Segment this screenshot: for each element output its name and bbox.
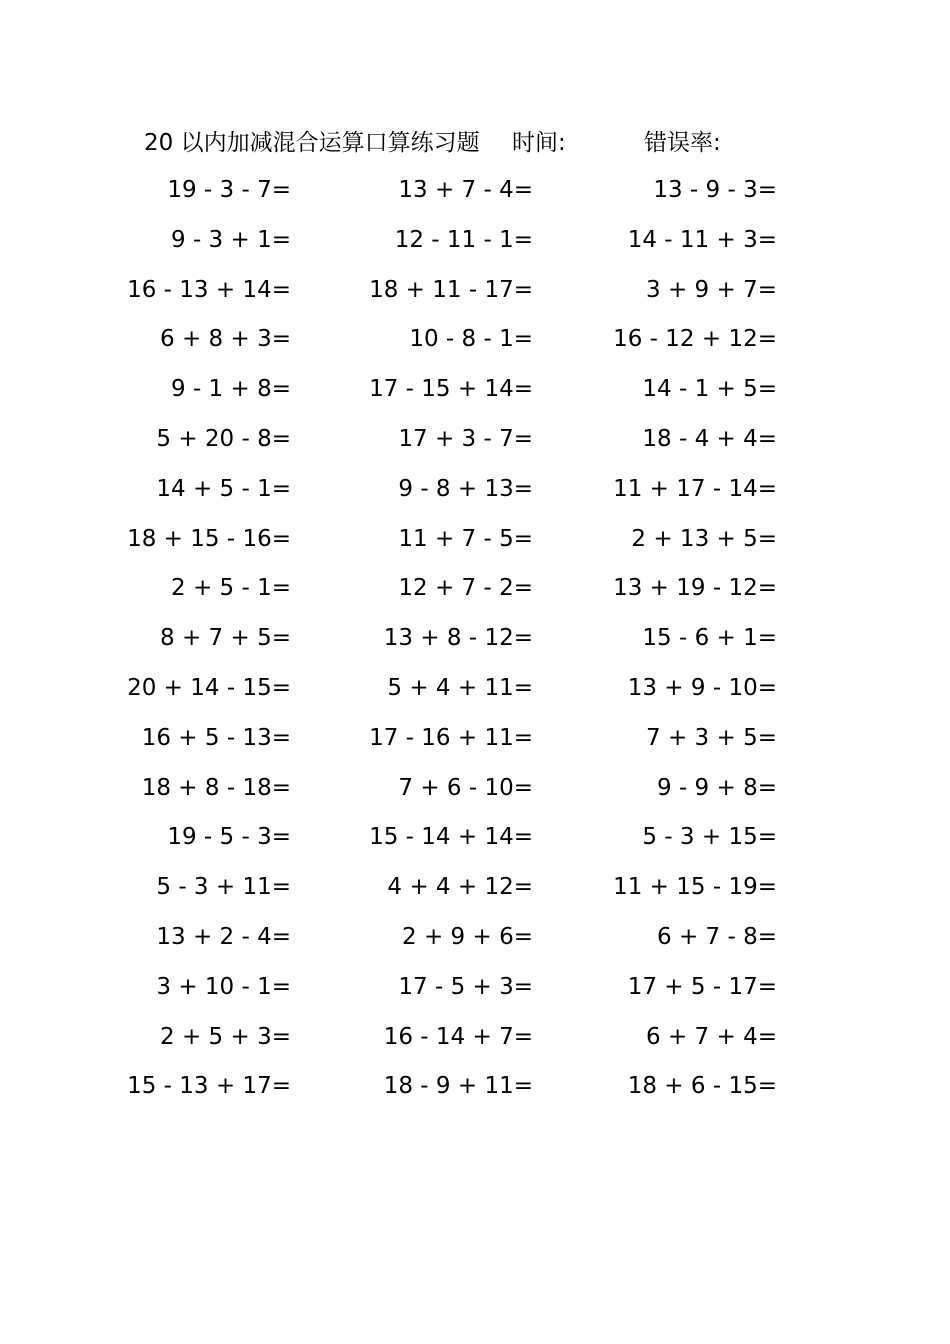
problem-row [0, 764, 950, 814]
math-problem: 13 + 8 - 12= [383, 625, 533, 652]
problem-row [0, 963, 950, 1013]
math-problem: 12 + 7 - 2= [398, 575, 533, 602]
math-problem: 19 - 3 - 7= [167, 177, 291, 203]
math-problem: 11 + 15 - 19= [613, 874, 777, 901]
math-problem: 9 - 3 + 1= [171, 226, 291, 253]
problem-row [0, 315, 950, 365]
math-problem: 18 + 6 - 15= [627, 1073, 777, 1100]
math-problem: 15 - 14 + 14= [369, 824, 533, 851]
math-problem: 2 + 13 + 5= [631, 525, 777, 552]
math-problem: 3 + 9 + 7= [646, 276, 777, 303]
problem-row [0, 266, 950, 316]
math-problem: 8 + 7 + 5= [160, 625, 291, 652]
math-problem: 16 - 13 + 14= [127, 276, 291, 303]
problem-row [0, 813, 950, 863]
problem-row [0, 1013, 950, 1063]
math-problem: 19 - 5 - 3= [167, 824, 291, 851]
problem-row [0, 714, 950, 764]
math-problem: 6 + 7 + 4= [646, 1023, 777, 1050]
time-label: 时间: [512, 130, 566, 156]
problem-row [0, 564, 950, 614]
error-rate-label: 错误率: [644, 130, 721, 156]
problem-row [0, 166, 950, 216]
math-problem: 13 + 2 - 4= [156, 923, 291, 950]
math-problem: 2 + 5 + 3= [160, 1023, 291, 1050]
math-problem: 7 + 3 + 5= [646, 724, 777, 751]
problem-row [0, 415, 950, 465]
math-problem: 13 - 9 - 3= [653, 177, 777, 203]
math-problem: 6 + 7 - 8= [657, 923, 777, 950]
math-problem: 15 - 13 + 17= [127, 1073, 291, 1100]
math-problem: 9 - 8 + 13= [398, 475, 533, 502]
math-problem: 18 + 11 - 17= [369, 276, 533, 303]
problem-row [0, 863, 950, 913]
math-problem: 3 + 10 - 1= [156, 973, 291, 1000]
math-problem: 18 - 9 + 11= [383, 1073, 533, 1100]
math-problem: 9 - 9 + 8= [657, 774, 777, 801]
math-problem: 13 + 7 - 4= [398, 177, 533, 203]
problem-row [0, 465, 950, 515]
math-problem: 6 + 8 + 3= [160, 326, 291, 353]
problem-row [0, 1062, 950, 1112]
problem-row [0, 365, 950, 415]
problem-row [0, 664, 950, 714]
math-problem: 17 - 5 + 3= [398, 973, 533, 1000]
math-problem: 5 + 4 + 11= [387, 674, 533, 701]
math-problem: 9 - 1 + 8= [171, 376, 291, 403]
math-problem: 11 + 7 - 5= [398, 525, 533, 552]
math-problem: 17 - 15 + 14= [369, 376, 533, 403]
math-problem: 2 + 9 + 6= [402, 923, 533, 950]
problem-row [0, 913, 950, 963]
problem-grid [0, 166, 950, 1112]
worksheet-header [144, 126, 784, 160]
problem-row [0, 216, 950, 266]
math-problem: 14 - 1 + 5= [642, 376, 777, 403]
math-problem: 5 + 20 - 8= [156, 425, 291, 452]
math-problem: 7 + 6 - 10= [398, 774, 533, 801]
math-problem: 17 - 16 + 11= [369, 724, 533, 751]
math-problem: 16 - 14 + 7= [383, 1023, 533, 1050]
math-problem: 18 + 15 - 16= [127, 525, 291, 552]
math-problem: 14 - 11 + 3= [627, 226, 777, 253]
worksheet-title: 20 以内加减混合运算口算练习题 [144, 130, 480, 156]
math-problem: 17 + 3 - 7= [398, 425, 533, 452]
math-problem: 13 + 9 - 10= [627, 674, 777, 701]
math-problem: 5 - 3 + 15= [642, 824, 777, 851]
math-problem: 16 - 12 + 12= [613, 326, 777, 353]
math-problem: 15 - 6 + 1= [642, 625, 777, 652]
math-problem: 18 - 4 + 4= [642, 425, 777, 452]
problem-row [0, 515, 950, 565]
math-problem: 17 + 5 - 17= [627, 973, 777, 1000]
math-problem: 4 + 4 + 12= [387, 874, 533, 901]
math-problem: 10 - 8 - 1= [409, 326, 533, 353]
math-problem: 18 + 8 - 18= [141, 774, 291, 801]
math-problem: 13 + 19 - 12= [613, 575, 777, 602]
math-problem: 2 + 5 - 1= [171, 575, 291, 602]
math-problem: 5 - 3 + 11= [156, 874, 291, 901]
math-problem: 11 + 17 - 14= [613, 475, 777, 502]
math-problem: 16 + 5 - 13= [141, 724, 291, 751]
math-problem: 14 + 5 - 1= [156, 475, 291, 502]
problem-row [0, 614, 950, 664]
math-problem: 20 + 14 - 15= [127, 674, 291, 701]
math-problem: 12 - 11 - 1= [394, 226, 533, 253]
